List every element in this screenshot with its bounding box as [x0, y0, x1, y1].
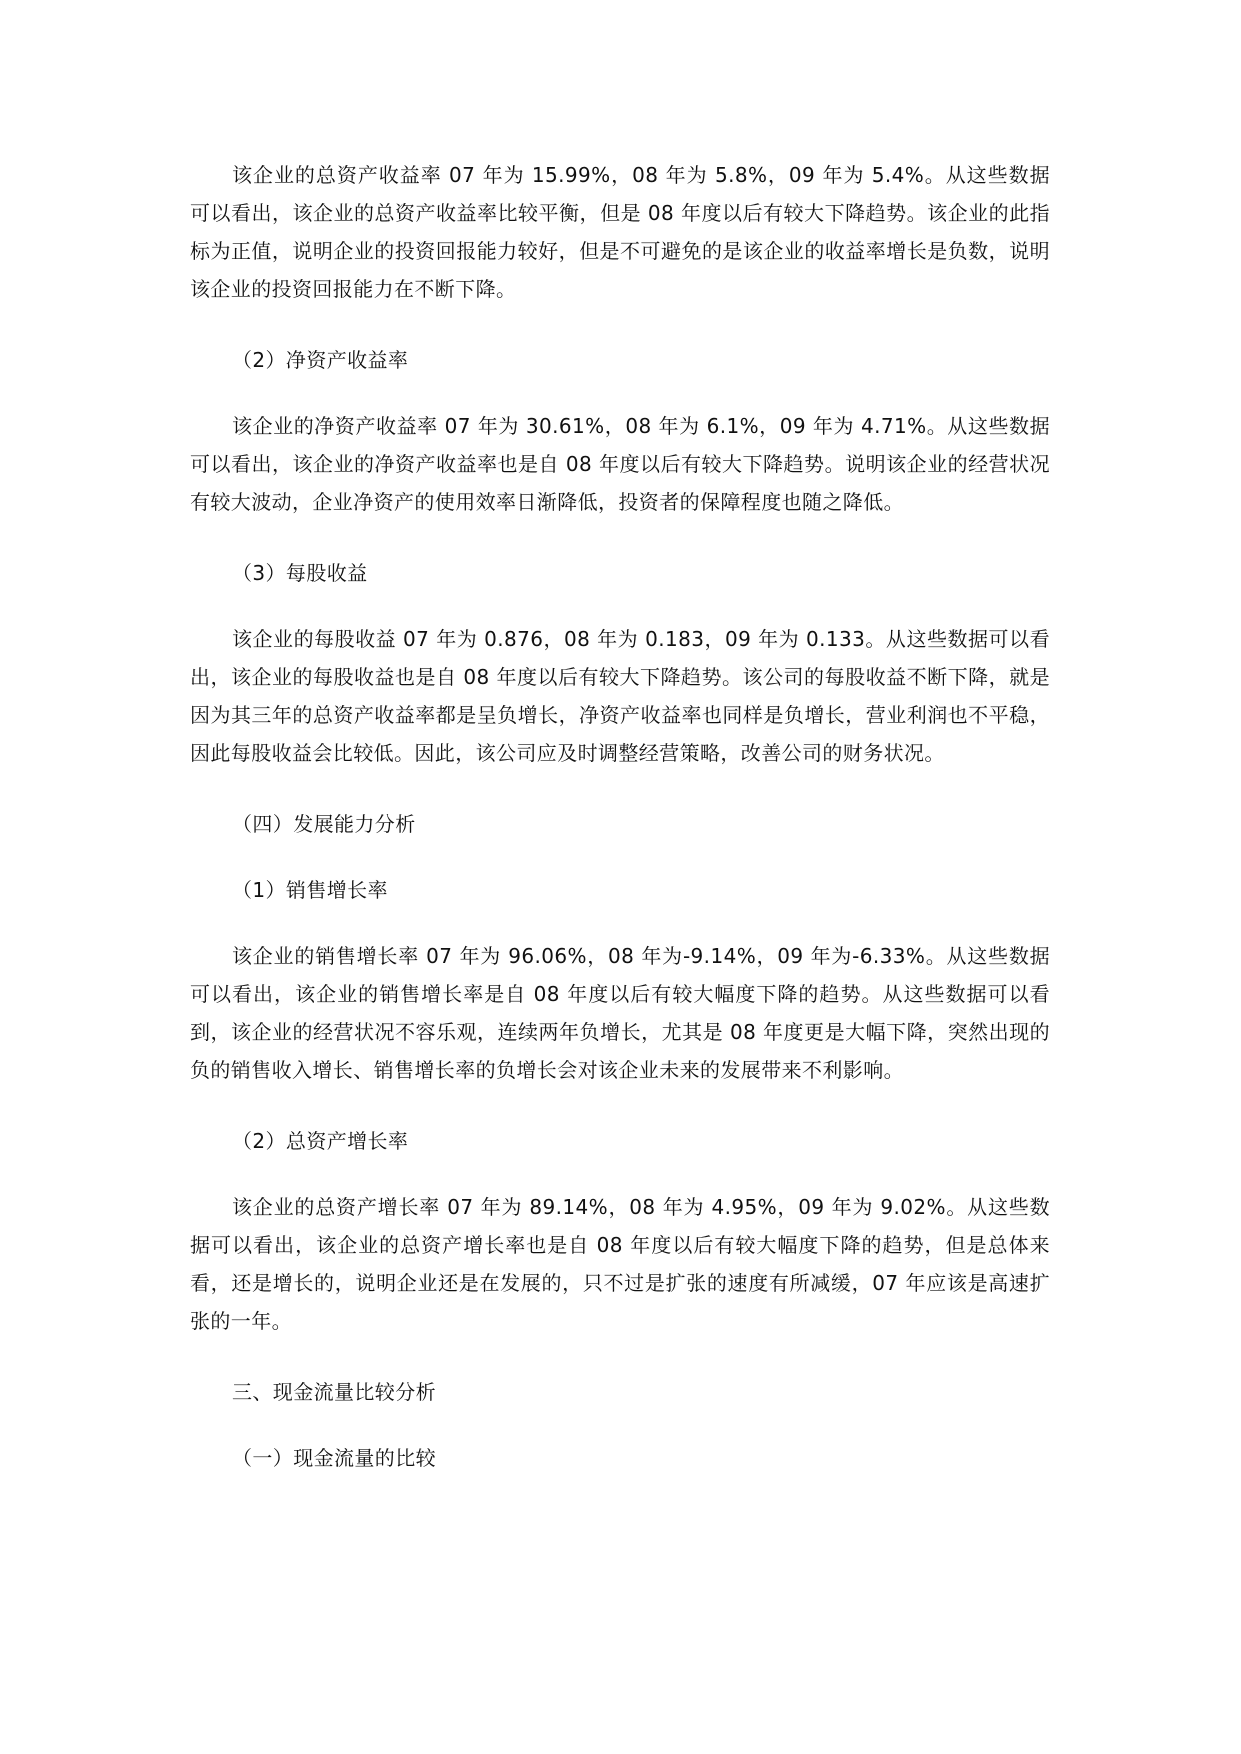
- heading-development-capability: （四）发展能力分析: [232, 812, 416, 836]
- paragraph-earnings-per-share: 该企业的每股收益 07 年为 0.876，08 年为 0.183，09 年为 0.133。从这些数据可以看出，该企业的每股收益也是自 08 年度以后有较大下降趋势。该公司的每股收益不断下降，就是因为其三年的总资产收益率都是呈负增长，净资产收益率也同样是负增长，营业利润也不平稳，因此每股收益会比较低。因此，该公司应及时调整经营策略，改善公司的财务状况。: [190, 627, 1050, 765]
- heading-total-asset-growth: （2）总资产增长率: [232, 1129, 409, 1153]
- paragraph-sales-growth: 该企业的销售增长率 07 年为 96.06%，08 年为-9.14%，09 年为-6.33%。从这些数据可以看出，该企业的销售增长率是自 08 年度以后有较大幅度下降的趋势。从这些数据可以看到，该企业的经营状况不容乐观，连续两年负增长，尤其是 08 年度更是大幅下降，突然出现的负的销售收入增长、销售增长率的负增长会对该企业未来的发展带来不利影响。: [190, 944, 1050, 1082]
- heading-earnings-per-share: （3）每股收益: [232, 561, 368, 585]
- heading-sales-growth: （1）销售增长率: [232, 878, 388, 902]
- document-body: [190, 156, 1050, 1477]
- paragraph-total-asset-return: 该企业的总资产收益率 07 年为 15.99%，08 年为 5.8%，09 年为 5.4%。从这些数据可以看出，该企业的总资产收益率比较平衡，但是 08 年度以后有较大下降趋势。该企业的此指标为正值，说明企业的投资回报能力较好，但是不可避免的是该企业的收益率增长是负数，说明该企业的投资回报能力在不断下降。: [190, 163, 1050, 301]
- heading-net-asset-return: （2）净资产收益率: [232, 348, 409, 372]
- paragraph-total-asset-growth: 该企业的总资产增长率 07 年为 89.14%，08 年为 4.95%，09 年为 9.02%。从这些数据可以看出，该企业的总资产增长率也是自 08 年度以后有较大幅度下降的趋势，但是总体来看，还是增长的，说明企业还是在发展的，只不过是扩张的速度有所减缓，07 年应该是高速扩张的一年。: [190, 1195, 1050, 1333]
- heading-cash-flow-comparison: （一）现金流量的比较: [232, 1446, 436, 1470]
- paragraph-net-asset-return: 该企业的净资产收益率 07 年为 30.61%，08 年为 6.1%，09 年为 4.71%。从这些数据可以看出，该企业的净资产收益率也是自 08 年度以后有较大下降趋势。说明该企业的经营状况有较大波动，企业净资产的使用效率日渐降低，投资者的保障程度也随之降低。: [190, 414, 1050, 514]
- heading-cash-flow-analysis: 三、现金流量比较分析: [232, 1380, 436, 1404]
